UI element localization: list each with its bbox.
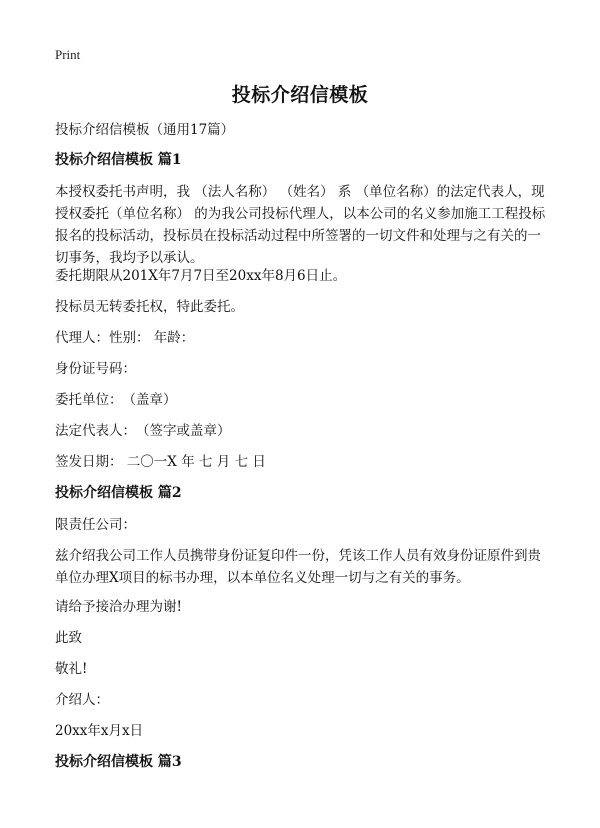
document-subtitle: 投标介绍信模板（通用17篇）: [55, 122, 235, 138]
document-title: 投标介绍信模板: [231, 84, 369, 106]
section-2-paragraph-4: 此致: [55, 630, 82, 646]
print-label[interactable]: Print: [55, 47, 81, 62]
section-3-heading: 投标介绍信模板 篇3: [55, 754, 182, 770]
section-2-paragraph-5: 敬礼!: [55, 661, 88, 677]
section-1-paragraph-3: 投标员无转委托权，特此委托。: [55, 299, 244, 315]
section-1-paragraph-7: 法定代表人： （签字或盖章）: [55, 423, 231, 439]
section-2-paragraph-3: 请给予接洽办理为谢!: [55, 599, 182, 615]
section-2-paragraph-6: 介绍人：: [55, 692, 109, 708]
section-1-paragraph-6: 委托单位： （盖章）: [55, 392, 177, 408]
section-1-paragraph-5: 身份证号码：: [55, 361, 136, 377]
section-2-heading: 投标介绍信模板 篇2: [55, 485, 182, 501]
section-2-paragraph-7: 20xx年x月x日: [55, 723, 144, 739]
section-1-paragraph-1: 本授权委托书声明，我 （法人名称） （姓名） 系 （单位名称）的法定代表人，现授权委托（单位名称） 的为我公司投标代理人，以本公司的名义参加施工工程投标报名的投标活动，投标员在投标活动过程中所签署的一切文件和处理与之有关的一切事务，我均予以承认。: [55, 184, 546, 266]
section-2-paragraph-2: 兹介绍我公司工作人员携带身份证复印件一份，凭该工作人员有效身份证原件到贵单位办理X项目的标书办理，以本单位名义处理一切与之有关的事务。: [55, 548, 541, 586]
section-1-paragraph-4: 代理人：性别： 年龄：: [55, 330, 195, 346]
section-1-paragraph-8: 签发日期： 二〇一X 年 七 月 七 日: [55, 454, 266, 470]
section-2-paragraph-1: 限责任公司：: [55, 517, 136, 533]
section-1-paragraph-2: 委托期限从201X年7月7日至20xx年8月6日止。: [55, 268, 347, 284]
section-1-heading: 投标介绍信模板 篇1: [55, 152, 182, 168]
